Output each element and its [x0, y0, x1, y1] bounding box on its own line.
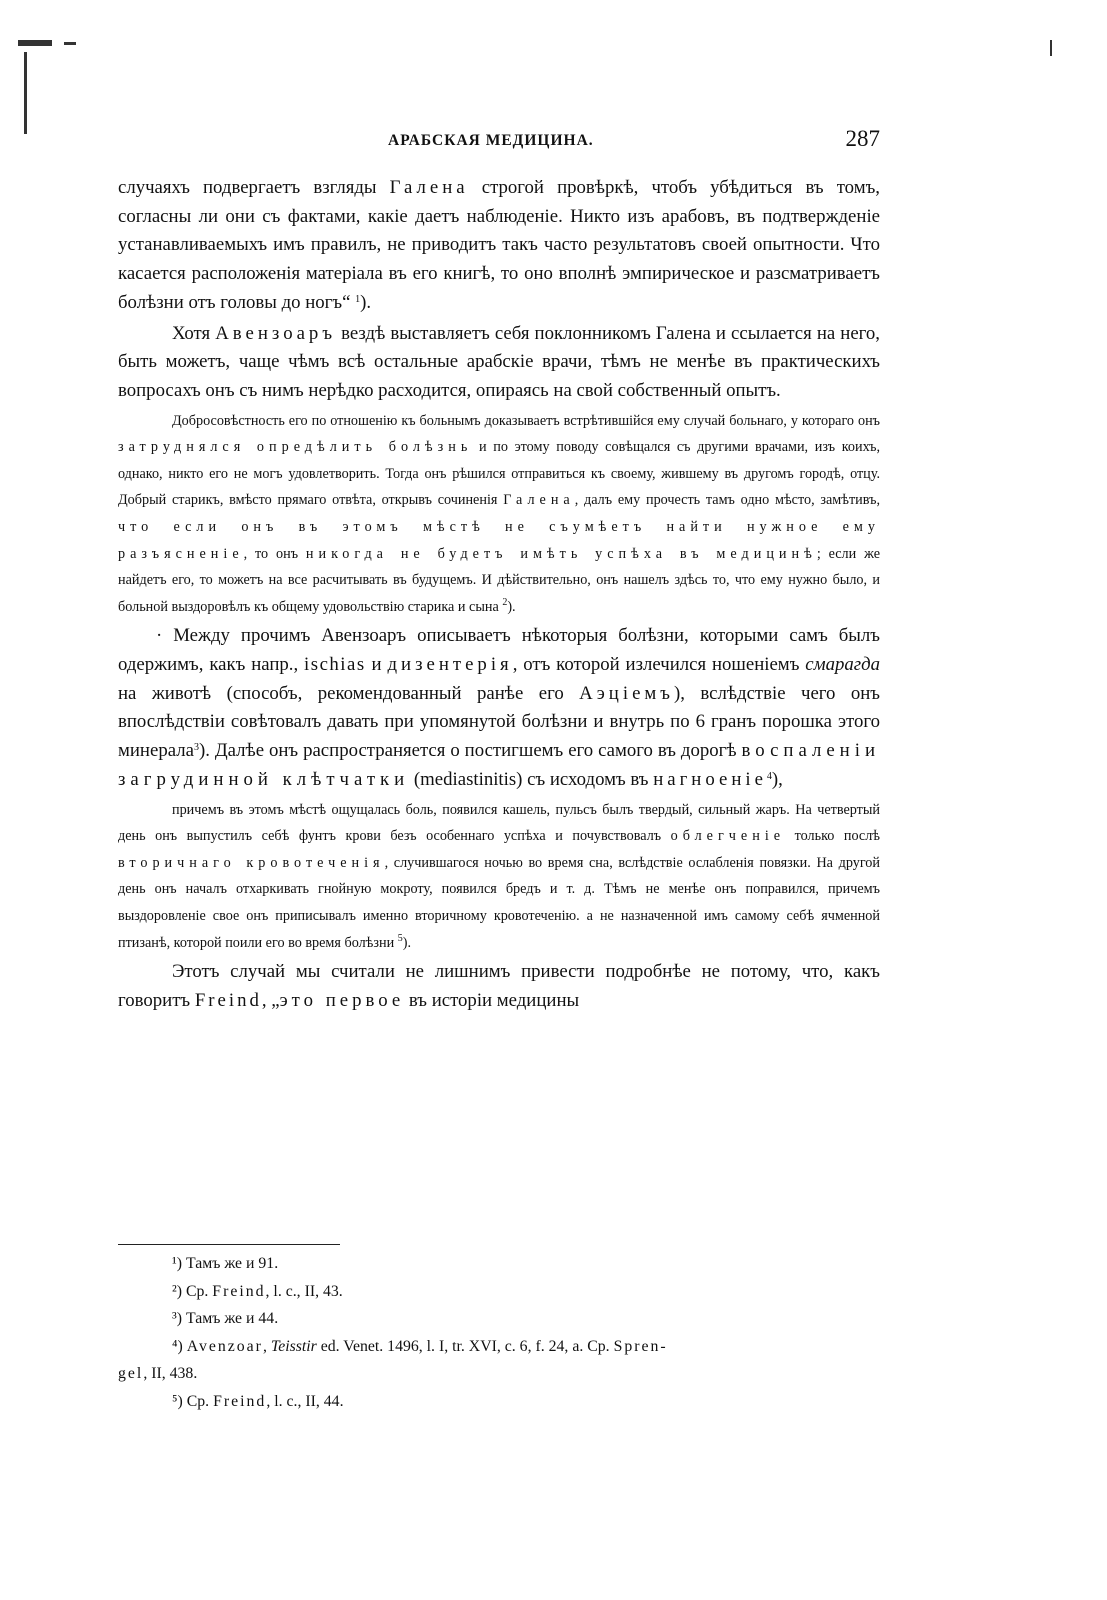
footnote-4: ⁴) Avenzoar, Teisstir ed. Venet. 1496, l. I, tr. XVI, c. 6, f. 24, a. Ср. Spren- gel, II, 438. — [118, 1337, 668, 1382]
body-text — [118, 174, 880, 1016]
page-number: 287 — [845, 126, 880, 151]
footnotes — [118, 1250, 880, 1415]
footnote-ref-4: 4 — [766, 770, 772, 782]
spaced-name-avenzoar: Авензоаръ — [215, 322, 337, 344]
footnote-1: ¹) Тамъ же и 91. — [172, 1255, 279, 1272]
scan-speck — [64, 42, 76, 45]
footnote-2: ²) Ср. Freind, l. c., II, 43. — [172, 1282, 343, 1300]
footnote-3: ³) Тамъ же и 44. — [172, 1310, 279, 1327]
scan-speck — [1050, 40, 1052, 56]
footnote-ref-5: 5 — [397, 932, 403, 944]
footnote-ref-2: 2 — [502, 596, 508, 608]
scan-speck — [24, 52, 27, 134]
footnote-ref-3: 3 — [193, 742, 199, 754]
scan-speck — [18, 40, 52, 46]
footnote-ref-1: 1 — [355, 293, 361, 305]
small-print-1: Добросовѣстность его по отношенію къ больнымъ доказываетъ встрѣтившійся ему случай больнаго, у котораго онъ затруднялся опредѣлить болѣзнь и по этому поводу совѣщался съ другими врачами, изъ коихъ, однако, никто его не могъ удовлетворить. Тогда онъ рѣшился отправиться къ своему, жившему въ другомъ городѣ, отцу. Добрый старикъ, вмѣсто прямаго отвѣта, открывъ сочиненія Галена, далъ ему прочесть тамъ одно мѣсто, замѣтивъ, что если онъ въ этомъ мѣстѣ не съумѣетъ найти нужное ему разъясненіе, то онъ никогда не будетъ имѣть успѣха въ медицинѣ; если же найдетъ его, то можетъ на все расчитывать въ будущемъ. И дѣйствительно, онъ нашелъ здѣсь то, что ему нужно было, и больной выздоровѣлъ къ общему удовольствію старика и сына $^2$). — [118, 412, 881, 615]
paragraph-4: Этотъ случай мы считали не лишнимъ привести подробнѣе не потому, что, какъ говоритъ Freind, „это первое въ исторіи медицины — [118, 961, 880, 1011]
spaced-name-galen: Галена — [389, 177, 469, 198]
running-title: АРАБСКАЯ МЕДИЦИНА. — [388, 132, 594, 149]
footnote-5: ⁵) Ср. Freind, l. c., II, 44. — [172, 1392, 344, 1410]
small-print-2: причемъ въ этомъ мѣстѣ ощущалась боль, появился кашель, пульсъ былъ твердый, сильный жаръ. На четвертый день онъ выпустилъ себѣ фунтъ крови безъ особеннаго успѣха и почувствовалъ облегченіе только послѣ вторичнаго кровотеченія, случившагося ночью во время сна, вслѣдствіе ослабленія повязки. На другой день онъ началъ отхаркивать гнойную мокроту, появился бредъ и т. д. Тѣмъ не менѣе онъ поправился, причемъ выздоровленіе свое онъ приписывалъ именно вторичному кровотеченію. а не назначенной имъ самому себѣ ячменной птизанѣ, которой поили его во время болѣзни $^5$). — [118, 801, 880, 951]
page-header — [118, 126, 880, 154]
paragraph-2: Хотя Авензоаръ вездѣ выставляетъ себя поклонникомъ Галена и ссылается на него, быть можетъ, чаще чѣмъ всѣ остальные арабскіе врачи, тѣмъ не менѣе въ практическихъ вопросахъ онъ съ нимъ нерѣдко расходится, опираясь на свой собственный опытъ. — [118, 322, 880, 401]
paragraph-3: · Между прочимъ Авензоаръ описываетъ нѣкоторыя болѣзни, которыми самъ былъ одержимъ, какъ напр., ischias и дизентерія, отъ которой излечился ношеніемъ смарагда на животѣ (способъ, рекомендованный ранѣе его Аэціемъ), вслѣдствіе чего онъ впослѣдствіи совѣтовалъ давать при упомянутой болѣзни и внутрь по 6 гранъ порошка этого минерала$^3$). Далѣе онъ распространяется о постигшемъ его самого въ дорогѣ воспаленіи загрудинной клѣтчатки (mediastinitis) съ исходомъ въ нагноеніе$^4$), — [118, 625, 880, 790]
paragraph-1: случаяхъ подвергаетъ взгляды Галена строгой провѣркѣ, чтобъ убѣдиться въ томъ, согласны ли они съ фактами, какіе даетъ наблюденіе. Никто изъ арабовъ, въ подтвержденіе устанавливаемыхъ имъ правилъ, не приводитъ такъ часто результатовъ своей опытности. Что касается расположенія матеріала въ его книгѣ, то оно вполнѣ эмпирическое и разсматриваетъ болѣзни отъ головы до ногъ“ $^1$). — [118, 177, 881, 313]
footnote-divider — [118, 1244, 340, 1245]
